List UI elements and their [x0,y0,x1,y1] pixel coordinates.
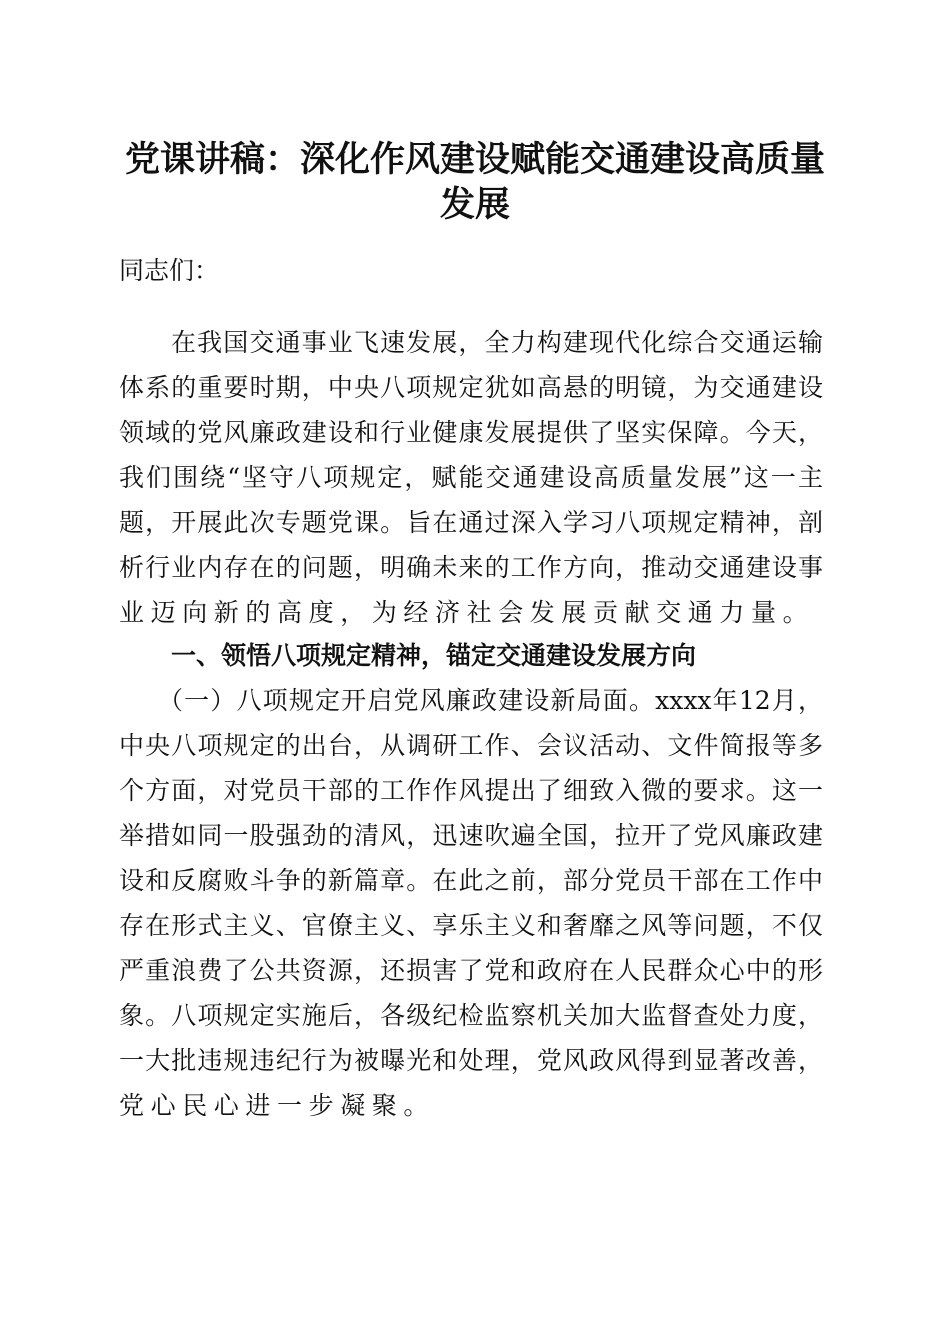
text-line: 体系的重要时期，中央八项规定犹如高悬的明镜，为交通建设 [119,373,823,402]
section-heading: 一、领悟八项规定精神，锚定交通建设发展方向 [171,641,697,670]
text-line: 设和反腐败斗争的新篇章。在此之前，部分党员干部在工作中 [119,866,823,895]
text-line: 题，开展此次专题党课。旨在通过深入学习八项规定精神，剖 [119,508,823,537]
text-line: 严重浪费了公共资源，还损害了党和政府在人民群众心中的形 [119,956,823,985]
text-line: 党心民心进一步凝聚。 [119,1091,436,1120]
text-line: 中央八项规定的出台，从调研工作、会议活动、文件简报等多 [119,731,823,760]
text-line: 象。八项规定实施后，各级纪检监察机关加大监督查处力度， [119,1001,823,1030]
text-line: 析行业内存在的问题，明确未来的工作方向，推动交通建设事 [119,553,823,582]
text-line: （一）八项规定开启党风廉政建设新局面。xxxx年12月， [158,686,823,715]
text-line: 领域的党风廉政建设和行业健康发展提供了坚实保障。今天， [119,418,823,447]
title-line: 党课讲稿：深化作风建设赋能交通建设高质量 [124,140,825,180]
title-line: 发展 [439,185,510,225]
salutation: 同志们： [119,256,220,285]
text-line: 个方面，对党员干部的工作作风提出了细致入微的要求。这一 [119,776,823,805]
text-line: 举措如同一股强劲的清风，迅速吹遍全国，拉开了党风廉政建 [119,821,823,850]
text-line: 在我国交通事业飞速发展，全力构建现代化综合交通运输 [171,328,823,357]
document-title [100,138,850,228]
text-line: 我们围绕“坚守八项规定，赋能交通建设高质量发展”这一主 [119,463,823,492]
text-line: 一大批违规违纪行为被曝光和处理，党风政风得到显著改善， [119,1046,823,1075]
text-line: 存在形式主义、官僚主义、享乐主义和奢靡之风等问题，不仅 [119,911,823,940]
text-line: 业迈向新的高度，为经济社会发展贡献交通力量。 [119,598,815,627]
